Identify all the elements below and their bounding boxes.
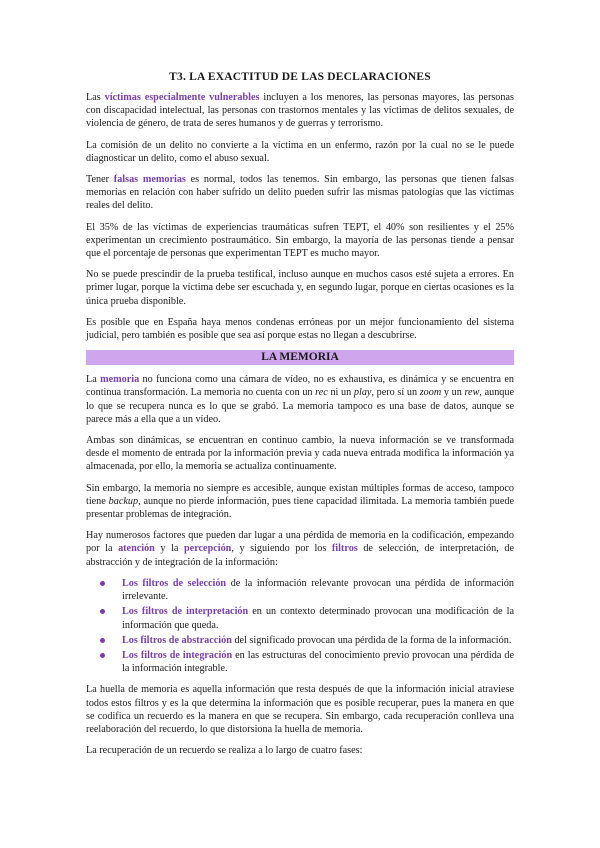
text: , aunque lo que se recupera nunca es lo que se grabó. La memoria tampoco es una base de datos, aunque se parece más a ella que a un vídeo. (86, 387, 514, 425)
bullet-icon (100, 638, 105, 643)
text: , y siguiendo por los (231, 543, 332, 555)
list-item-term: Los filtros de abstracción (122, 634, 232, 646)
text: La (86, 374, 101, 386)
list-item-text: del significado provocan una pérdida de la forma de la información. (231, 634, 512, 646)
text: , aunque no pierde información, pues tiene capacidad ilimitada. La memoria también puede presentar problemas de integración. (86, 495, 514, 521)
paragraph-diagnosis: La comisión de un delito no convierte a la víctima en un enfermo, razón por la cual no se le puede diagnosticar un delito, como el abuso sexual. (86, 139, 514, 164)
document-page (86, 70, 514, 765)
bullet-icon (100, 581, 105, 586)
highlight-term: percepción (184, 543, 232, 555)
italic-term: zoom (419, 387, 442, 399)
page-title: T3. LA EXACTITUD DE LAS DECLARACIONES (169, 71, 431, 83)
paragraph-memory-trace: La huella de memoria es aquella información que resta después de que la información inicial atraviese todos estos filtros y es la que determina la información que es posible recuperar, pues la manera en que se codifica un recuerdo es la manera en que se recupera. Sin embargo, cada recuperación conlleva una reelaboración del recuerdo, lo que distorsiona la huella de memoria. (86, 684, 514, 735)
italic-term: backup (108, 495, 139, 507)
paragraph-memory-loss-factors (86, 529, 514, 569)
italic-term: rew (464, 387, 480, 399)
paragraph-memory-camera (86, 373, 514, 426)
list-item (122, 649, 514, 675)
list-item (122, 634, 514, 647)
highlight-term: falsas memorias (113, 174, 186, 186)
highlight-term: filtros (331, 543, 358, 555)
text: ni un (327, 387, 354, 399)
paragraph-vulnerable-victims (86, 91, 514, 131)
paragraph-testimonial-evidence: No se puede prescindir de la prueba testifical, incluso aunque en muchos casos esté sujeta a errores. En primer lugar, porque la víctima debe ser escuchada y, en segundo lugar, porque en ciertas ocasiones es la única prueba disponible. (86, 269, 514, 307)
list-item (122, 605, 514, 631)
bullet-icon (100, 609, 105, 614)
list-item (122, 577, 514, 603)
text: es normal, todos las tenemos. Sin embargo, las personas que tienen falsas memorias en relación con haber sufrido un delito pueden sufrir las mismas patologías que las víctimas reales del delito. (86, 174, 514, 212)
paragraph-convictions: Es posible que en España haya menos condenas erróneas por un mejor funcionamiento del sistema judicial, pero también es posible que sea así porque estas no llegan a descubrirse. (86, 316, 514, 342)
italic-term: play (353, 387, 372, 399)
text: de selección, de interpretación, de abstracción y de integración de la información: (86, 543, 514, 568)
list-item-text: en un contexto determinado provocan una modificación de la información que queda. (122, 606, 514, 631)
text: incluyen a los menores, las personas mayores, las personas con discapacidad intelectual, las personas con trastornos mentales y las víctimas de delitos sexuales, de violencia de género, de trata de seres humanos y de guerras y terrorismo. (86, 92, 514, 130)
bullet-icon (100, 653, 105, 658)
highlight-term: memoria (100, 374, 140, 386)
italic-term: rec (315, 387, 328, 399)
text: , pero sí un (371, 387, 420, 399)
list-item-term: Los filtros de integración (122, 649, 233, 661)
paragraph-false-memories (86, 173, 514, 213)
section-heading: LA MEMORIA (86, 350, 514, 365)
text: Tener (86, 174, 114, 186)
text: Las (86, 92, 105, 103)
list-item-text: de la información relevante provocan una pérdida de información irrelevante. (122, 577, 514, 603)
text: y la (154, 543, 184, 555)
paragraph-accessibility (86, 482, 514, 522)
list-item-term: Los filtros de selección (122, 577, 227, 589)
list-item-term: Los filtros de interpretación (122, 606, 249, 618)
filters-list (86, 577, 514, 675)
text: y un (441, 387, 465, 399)
text: Hay numerosos factores que pueden dar lugar a una pérdida de memoria en la codificación, empezando por la (86, 530, 514, 555)
paragraph-dynamic: Ambas son dinámicas, se encuentran en continuo cambio, la nueva información se ve transformada desde el momento de entrada por la información previa y cada nueva entrada modifica la información ya almacenada, por ello, la memoria se actualiza continuamente. (86, 435, 514, 473)
text: Sin embargo, la memoria no siempre es accesible, aunque existan múltiples formas de acceso, tampoco tiene (86, 482, 514, 507)
highlight-term: atención (118, 543, 155, 555)
paragraph-tept: El 35% de las víctimas de experiencias traumáticas sufren TEPT, el 40% son resilientes y el 25% experimentan un crecimiento postraumático. Sin embargo, la mayoría de las personas tiende a pensar que el porcentaje de personas que experimentan TEPT es mucho mayor. (86, 221, 514, 260)
paragraph-retrieval-phases: La recuperación de un recuerdo se realiza a lo largo de cuatro fases: (86, 745, 363, 757)
list-item-text: en las estructuras del conocimiento previo provocan una pérdida de la información integrable. (122, 649, 514, 675)
highlight-term: víctimas especialmente vulnerables (104, 92, 260, 103)
text: no funciona como una cámara de vídeo, no es exhaustiva, es dinámica y se encuentra en continua transformación. La memoria no cuenta con un (86, 374, 514, 399)
